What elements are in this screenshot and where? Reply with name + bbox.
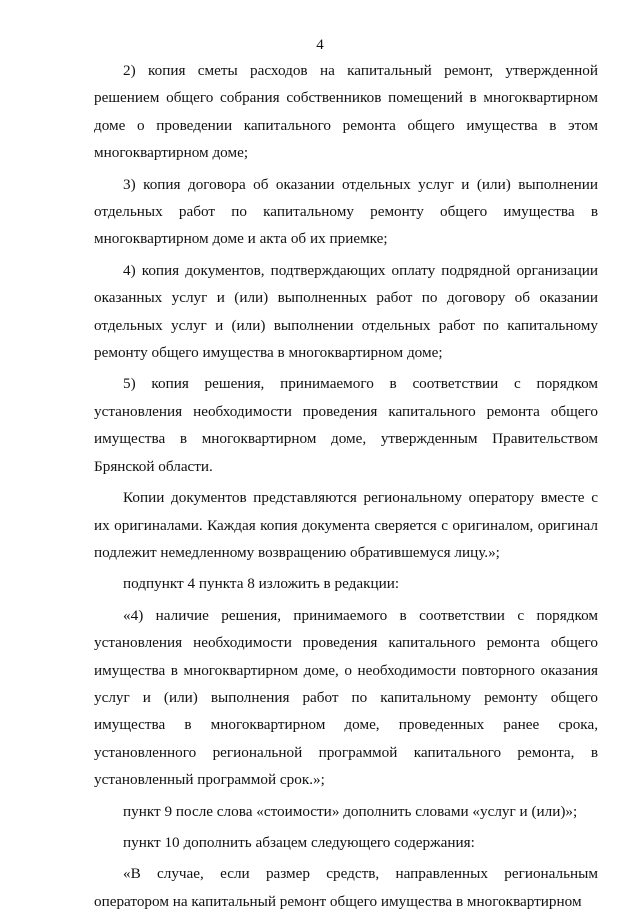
- paragraph-item-5: 5) копия решения, принимаемого в соответствии с порядком установления необходимости проведения капитального ремонта общего имущества в многоквартирном доме, утвержденным Правительством Брянской области.: [94, 375, 598, 475]
- paragraph-amend-subclause-4: подпункт 4 пункта 8 изложить в редакции:: [123, 575, 400, 593]
- page-number: 4: [316, 37, 324, 53]
- paragraph-item-2: 2) копия сметы расходов на капитальный ремонт, утвержденной решением общего собрания собственников помещений в многоквартирном доме о проведении капитального ремонта общего имущества в этом многоквартирном доме;: [94, 62, 598, 162]
- paragraph-copies-note: Копии документов представляются региональному оператору вместе с их оригиналами. Каждая копия документа сверяется с оригиналом, оригинал подлежит немедленному возвращению обратившемуся лицу.»;: [94, 489, 598, 561]
- paragraph-amend-clause-9: пункт 9 после слова «стоимости» дополнить словами «услуг и (или)»;: [123, 802, 578, 820]
- paragraph-amend-clause-10: пункт 10 дополнить абзацем следующего содержания:: [123, 833, 475, 851]
- paragraph-item-4: 4) копия документов, подтверждающих оплату подрядной организации оказанных услуг и (или) выполненных работ по договору об оказании отдельных услуг и (или) выполнении отдельных работ по капитальному ремонту общего имущества в многоквартирном доме;: [94, 261, 598, 362]
- document-body: [94, 57, 598, 915]
- paragraph-subclause-4-text: «4) наличие решения, принимаемого в соответствии с порядком установления необходимости проведения капитального ремонта общего имущества в многоквартирном доме, о необходимости повторного оказания услуг и (или) выполнения работ по капитальному ремонту общего имущества в многоквартирном доме, проведенных ранее срока, установленного региональной программой капитального ремонта, в установленный программой срок.»;: [94, 606, 598, 789]
- paragraph-clause-10-text: «В случае, если размер средств, направленных региональным оператором на капитальный ремонт общего имущества в многоквартирном: [94, 865, 598, 910]
- paragraph-item-3: 3) копия договора об оказании отдельных услуг и (или) выполнении отдельных работ по капитальному ремонту общего имущества в многоквартирном доме и акта об их приемке;: [94, 175, 598, 248]
